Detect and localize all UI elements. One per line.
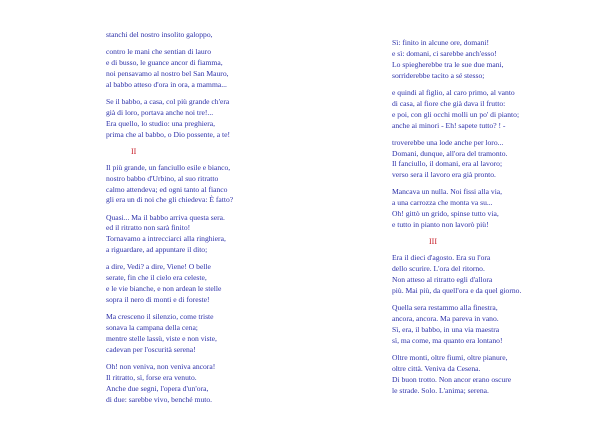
verse-line: le strade. Solo. L'anima; serena. [392, 385, 489, 395]
verse-line: Quasi... Ma il babbo arriva questa sera. [106, 212, 225, 222]
stanza [392, 253, 582, 297]
verse-line: già di loro, portava anche noi tre!... [106, 107, 214, 117]
verse-line: anche ai minori - Eh! sapete tutto? ! - [392, 120, 506, 130]
verse-line: sorriderebbe tacito a sé stesso; [392, 70, 485, 80]
right-page-poem [392, 38, 582, 403]
verse-line: di casa, al fiore che già dava il frutto: [392, 98, 506, 108]
verse-line: Anche due segni, l'opera d'un'ora, [106, 383, 209, 393]
verse-line: Se il babbo, a casa, col più grande ch'era [106, 96, 230, 106]
verse-line: Domani, dunque, all'ora del tramonto. [392, 148, 508, 158]
verse-line: di due: sarebbe vivo, benché muto. [106, 394, 213, 404]
verse-line: Oh! non veniva, non veniva ancora! [106, 361, 216, 371]
verse-line: troverebbe una lode anche per loro... [392, 137, 504, 147]
section-number: III [429, 237, 437, 247]
stanza [106, 163, 296, 207]
verse-line: sì, ma come, ma quanto era lontano! [392, 335, 503, 345]
verse-line: a riguardare, ad appuntare il dito; [106, 245, 208, 255]
verse-line: Il fanciullo, il domani, era al lavoro; [392, 159, 503, 169]
verse-line: Era il dieci d'agosto. Era su l'ora [392, 253, 491, 263]
verse-line: sonava la campana della cena; [106, 323, 198, 333]
verse-line: sopra il nero di monti e di foreste! [106, 295, 210, 305]
stanza [106, 30, 296, 41]
verse-line: Il più grande, un fanciullo esile e bianco, [106, 162, 231, 172]
verse-line: mentre stelle lassù, viste e non viste, [106, 333, 217, 343]
verse-line: Quella sera restammo alla finestra, [392, 303, 498, 313]
verse-line: verso sera il lavoro era già pronto. [392, 170, 496, 180]
stanza [106, 362, 296, 406]
stanza [392, 88, 582, 132]
verse-line: ed il ritratto non sarà finito! [106, 223, 191, 233]
verse-line: gli era un di noi che gli chiedeva: È fatto? [106, 195, 234, 205]
verse-line: a una carrozza che monta va su... [392, 198, 493, 208]
verse-line: prima che al babbo, o Dio possente, a te! [106, 129, 230, 139]
verse-line: nostro babbo d'Urbino, al suo ritratto [106, 173, 219, 183]
verse-line: e poi, con gli occhi molli un po' di pianto; [392, 109, 520, 119]
verse-line: Era quello, lo studio: una preghiera, [106, 118, 216, 128]
stanza [106, 213, 296, 257]
verse-line: al babbo atteso d'ora in ora, a mamma... [106, 79, 227, 89]
verse-line: Tornavamo a intrecciarci alla ringhiera, [106, 234, 226, 244]
verse-line: ancora, ancora. Ma pareva in vano. [392, 313, 499, 323]
verse-line: e le vie bianche, e non ardean le stelle [106, 284, 222, 294]
verse-line: cadevan per l'oscurità serena! [106, 344, 196, 354]
stanza [106, 262, 296, 306]
verse-line: contro le mani che sentian di lauro [106, 47, 212, 57]
verse-line: Non atteso al ritratto egli d'allora [392, 275, 493, 285]
verse-line: e di busso, le guance ancor di fiamma, [106, 58, 223, 67]
stanza [392, 353, 582, 397]
verse-line: Lo spiegherebbe tra le sue due mani, [392, 59, 504, 69]
verse-line: Oltre monti, oltre fiumi, oltre pianure, [392, 352, 508, 362]
verse-line: noi pensavamo al nostro bel San Mauro, [106, 68, 229, 78]
stanza [392, 138, 582, 182]
verse-line: oltre città. Veniva da Cesena. [392, 363, 481, 373]
left-page-poem [106, 30, 296, 412]
stanza [106, 47, 296, 91]
stanza [392, 303, 582, 347]
verse-line: e quindi al figlio, al caro primo, al vanto [392, 87, 515, 97]
stanza [392, 38, 582, 82]
verse-line: calmo attendeva; ed ogni tanto al fianco [106, 184, 228, 194]
section-number: II [131, 146, 137, 156]
verse-line: e tutto in pianto non lavorò più! [392, 220, 489, 230]
stanza [392, 187, 582, 231]
verse-line: più. Mai più, da quell'ora e da quel giorno. [392, 285, 522, 295]
stanza [106, 312, 296, 356]
verse-line: Il ritratto, sì, forse era venuto. [106, 372, 197, 382]
verse-line: dello scurire. L'ora del ritorno. [392, 264, 485, 274]
verse-line: Di buon trotto. Non ancor erano oscure [392, 374, 512, 384]
verse-line: Ma cresceno il silenzio, come triste [106, 312, 214, 322]
verse-line: Sì, era, il babbo, in una via maestra [392, 324, 500, 334]
verse-line: e sì: domani, ci sarebbe anch'esso! [392, 48, 497, 58]
verse-line: a dire, Vedi? a dire, Viene! O belle [106, 262, 211, 272]
verse-line: Oh! gittò un grido, spinse tutto via, [392, 209, 499, 219]
verse-line: Mancava un nulla. Noi fissi alla via, [392, 187, 503, 197]
verse-line: Sì: finito in alcune ore, domani! [392, 38, 490, 47]
verse-line: serate, fin che il cielo era celeste, [106, 273, 207, 283]
stanza [106, 97, 296, 141]
verse-line: stanchi del nostro insolito galoppo, [106, 30, 213, 39]
